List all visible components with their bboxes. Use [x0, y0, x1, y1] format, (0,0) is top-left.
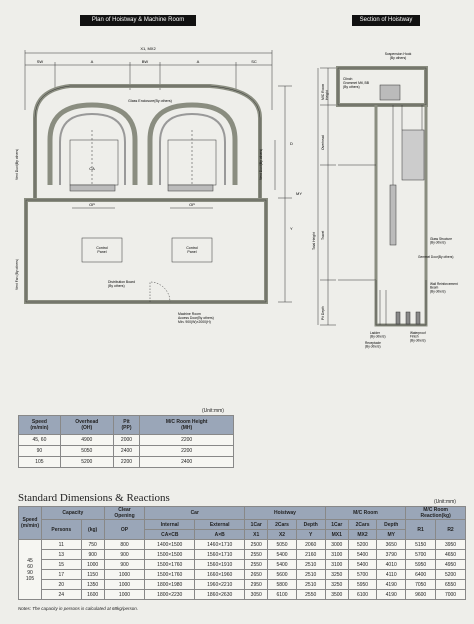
travel-label: Travel [321, 230, 325, 240]
overhead-label: Overhead [321, 135, 325, 150]
mc-room-height-label: M/C RoomHeight [321, 83, 329, 100]
pit-ladder-label: Ladder (By others) [370, 331, 386, 339]
table-row [19, 457, 234, 468]
table-cell: 1000 [104, 590, 145, 600]
table-row [19, 540, 466, 550]
table-cell: 1000 [104, 570, 145, 580]
table-cell: 1460×1710 [195, 540, 245, 550]
speed-value: 105 [25, 575, 35, 582]
table-cell: 1960×2210 [195, 580, 245, 590]
table-cell: 900 [81, 550, 104, 560]
table-row [19, 580, 466, 590]
table-cell: 5050 [268, 540, 296, 550]
table-cell: 3100 [325, 550, 348, 560]
table-cell: 1400×1500 [145, 540, 195, 550]
total-height-label: Total Height [312, 232, 316, 250]
ca-label: CA [89, 166, 95, 171]
table-cell: 2550 [245, 560, 268, 570]
table-cell: 5400 [348, 560, 376, 570]
plan-drawing [0, 30, 300, 360]
std-sub-header: Internal [145, 520, 195, 530]
std-header-hoistway: Hoistway [245, 507, 326, 520]
std-sub-header: A×B [195, 530, 245, 540]
table-cell: 1500×1760 [145, 560, 195, 570]
table-cell: 5600 [268, 570, 296, 580]
table-cell: 5400 [268, 560, 296, 570]
vent-duct-right-label: Vent Duct(By others) [259, 148, 263, 180]
speed-table-header: Pit (PP) [113, 416, 140, 435]
table-cell: 1150 [81, 570, 104, 580]
table-cell: 5950 [348, 580, 376, 590]
table-cell: 3950 [436, 540, 466, 550]
table-cell: 800 [104, 540, 145, 550]
table-cell: 2550 [296, 590, 325, 600]
std-sub-header: X1 [245, 530, 268, 540]
std-sub-header: Persons [42, 520, 82, 540]
table-row [19, 550, 466, 560]
plan-dim-my: MY [296, 191, 302, 196]
standard-table-unit: (Unit:mm) [434, 499, 456, 505]
distribution-board-label: Distribution Board (By others) [108, 280, 135, 288]
table-cell: 1560×1910 [195, 560, 245, 570]
std-sub-header: (kg) [81, 520, 104, 540]
table-cell: 3250 [325, 570, 348, 580]
standard-dimensions-table [18, 506, 466, 600]
std-sub-header: 1Car [325, 520, 348, 530]
std-header-clear: Clear Opening [104, 507, 145, 520]
plan-dim-sc: SC [251, 59, 257, 64]
table-cell: 1660×1960 [195, 570, 245, 580]
table-cell: 5700 [348, 570, 376, 580]
table-cell: 3000 [325, 540, 348, 550]
table-cell: 6550 [436, 580, 466, 590]
std-sub-header: OP [104, 520, 145, 540]
table-cell: 3650 [377, 540, 406, 550]
std-header-capacity: Capacity [42, 507, 105, 520]
table-cell: 7050 [406, 580, 436, 590]
clinch-label: Clinch Grommet Mtl, BB (By others) [343, 77, 369, 89]
overhead-pit-table [18, 415, 234, 468]
table-cell: 6400 [406, 570, 436, 580]
table-cell: 3250 [325, 580, 348, 590]
table-cell: 90 [19, 446, 61, 457]
standard-dimensions-heading: Standard Dimensions & Reactions [18, 492, 170, 504]
table-cell: 2650 [245, 570, 268, 580]
plan-dim-outer: X1, MX2 [140, 46, 156, 51]
section-drawing [310, 30, 470, 350]
table-cell: 1000 [81, 560, 104, 570]
plan-title: Plan of Hoistway & Machine Room [80, 15, 196, 26]
table-row [19, 570, 466, 580]
table-cell: 5150 [406, 540, 436, 550]
table-cell: 3050 [245, 590, 268, 600]
control-panel-2-label: Control Panel [186, 246, 198, 255]
std-sub-header: X2 [268, 530, 296, 540]
table-cell: 2200 [140, 435, 234, 446]
table-cell: 6100 [348, 590, 376, 600]
table-cell: 4010 [377, 560, 406, 570]
speed-list [19, 540, 42, 600]
speed-table-header: Overhead (OH) [60, 416, 113, 435]
table-cell: 2160 [296, 550, 325, 560]
table-cell: 5200 [60, 457, 113, 468]
table-cell: 4190 [377, 580, 406, 590]
table-cell: 1350 [81, 580, 104, 590]
table-row [19, 435, 234, 446]
receptacle-label: Receptacle (By others) [365, 341, 381, 349]
std-sub-header: External [195, 520, 245, 530]
plan-dim-d: D [290, 141, 293, 146]
std-sub-header: MX2 [348, 530, 376, 540]
std-header-speed: Speed (m/min) [19, 507, 42, 540]
std-sub-header: Depth [377, 520, 406, 530]
table-cell: 900 [104, 560, 145, 570]
std-header-car: Car [145, 507, 245, 520]
waterproof-label: Waterproof Finish (By others) [410, 331, 426, 343]
glass-structure-label: Glass Structure (By others) [430, 237, 452, 245]
table-cell: 1800×2230 [145, 590, 195, 600]
table-cell: 2950 [245, 580, 268, 590]
plan-dim-y: Y [290, 226, 293, 231]
suspension-hook-label: Suspension Hook (By others) [384, 52, 412, 60]
table-cell: 1500×1500 [145, 550, 195, 560]
table-cell: 5700 [406, 550, 436, 560]
control-panel-1-label: Control Panel [96, 246, 108, 255]
table-cell: 4900 [60, 435, 113, 446]
table-cell: 2400 [113, 446, 140, 457]
std-sub-header: 2Cars [348, 520, 376, 530]
table-cell: 2510 [296, 560, 325, 570]
table-cell: 11 [42, 540, 82, 550]
table-cell: 1560×1710 [195, 550, 245, 560]
speed-table-unit: (Unit:mm) [202, 408, 224, 414]
table-cell: 5800 [268, 580, 296, 590]
table-row [19, 446, 234, 457]
glass-enclosure-label: Glass Enclosure(By others) [128, 99, 172, 103]
speed-table-header: Speed (m/min) [19, 416, 61, 435]
std-sub-header: Y [296, 530, 325, 540]
table-row [19, 590, 466, 600]
table-cell: 3100 [325, 560, 348, 570]
machine-room-door-label: Machine Room Access Door(By others) Min. 900(W)×2000(H) [178, 312, 214, 324]
table-cell: 4950 [436, 560, 466, 570]
plan-dim-a2: A [196, 59, 200, 64]
table-cell: 6100 [268, 590, 296, 600]
std-sub-header: MX1 [325, 530, 348, 540]
section-title: Section of Hoistway [352, 15, 420, 26]
plan-dim-a1: A [90, 59, 94, 64]
plan-dim-sw: SW [36, 59, 44, 64]
table-cell: 2000 [113, 435, 140, 446]
table-cell: 15 [42, 560, 82, 570]
op-left-label: OP [89, 202, 95, 207]
table-cell: 3790 [377, 550, 406, 560]
door-label: Gemmel Door(By others) [418, 255, 454, 259]
speed-table-header: M/C Room Height (MH) [140, 416, 234, 435]
table-cell: 2200 [140, 446, 234, 457]
table-cell: 9600 [406, 590, 436, 600]
speed-value: 90 [27, 569, 33, 576]
std-sub-header: MY [377, 530, 406, 540]
table-cell: 900 [104, 550, 145, 560]
table-cell: 7000 [436, 590, 466, 600]
table-cell: 20 [42, 580, 82, 590]
table-cell: 45, 60 [19, 435, 61, 446]
vent-fan-label: Vent Fan (By others) [15, 258, 19, 290]
table-cell: 3500 [325, 590, 348, 600]
table-cell: 105 [19, 457, 61, 468]
capacity-note: Notes: The capacity in persons is calculated at 68kg/person. [18, 606, 139, 611]
table-cell: 5050 [60, 446, 113, 457]
table-cell: 4190 [377, 590, 406, 600]
vent-duct-left-label: Vent Duct(By others) [15, 148, 19, 180]
table-cell: 1800×1980 [145, 580, 195, 590]
std-sub-header: R1 [406, 520, 436, 540]
std-sub-header: CA×CB [145, 530, 195, 540]
table-cell: 24 [42, 590, 82, 600]
table-cell: 17 [42, 570, 82, 580]
table-cell: 2400 [140, 457, 234, 468]
table-cell: 2510 [296, 570, 325, 580]
table-cell: 5950 [406, 560, 436, 570]
table-cell: 2500 [245, 540, 268, 550]
speed-value: 60 [27, 563, 33, 570]
std-sub-header: 2Cars [268, 520, 296, 530]
table-cell: 4650 [436, 550, 466, 560]
table-cell: 750 [81, 540, 104, 550]
table-cell: 2510 [296, 580, 325, 590]
table-cell: 5400 [268, 550, 296, 560]
table-cell: 2200 [113, 457, 140, 468]
std-header-reaction: M/C Room Reaction(kg) [406, 507, 466, 520]
table-cell: 2060 [296, 540, 325, 550]
table-cell: 13 [42, 550, 82, 560]
table-cell: 1860×2630 [195, 590, 245, 600]
plan-dim-bw: BW [141, 59, 149, 64]
table-cell: 5400 [348, 550, 376, 560]
table-cell: 2550 [245, 550, 268, 560]
pit-depth-label: Pit Depth [321, 306, 325, 320]
table-row [19, 560, 466, 570]
wall-reinforcement-label: Wall Reinforcement Beam (By others) [430, 282, 458, 294]
table-cell: 5200 [436, 570, 466, 580]
std-sub-header: Depth [296, 520, 325, 530]
std-header-mc: M/C Room [325, 507, 406, 520]
std-sub-header: R2 [436, 520, 466, 540]
table-cell: 5200 [348, 540, 376, 550]
std-sub-header: 1Car [245, 520, 268, 530]
table-cell: 1600 [81, 590, 104, 600]
op-right-label: OP [189, 202, 195, 207]
table-cell: 1500×1760 [145, 570, 195, 580]
table-cell: 1000 [104, 580, 145, 590]
table-cell: 4110 [377, 570, 406, 580]
speed-value: 45 [27, 557, 33, 564]
